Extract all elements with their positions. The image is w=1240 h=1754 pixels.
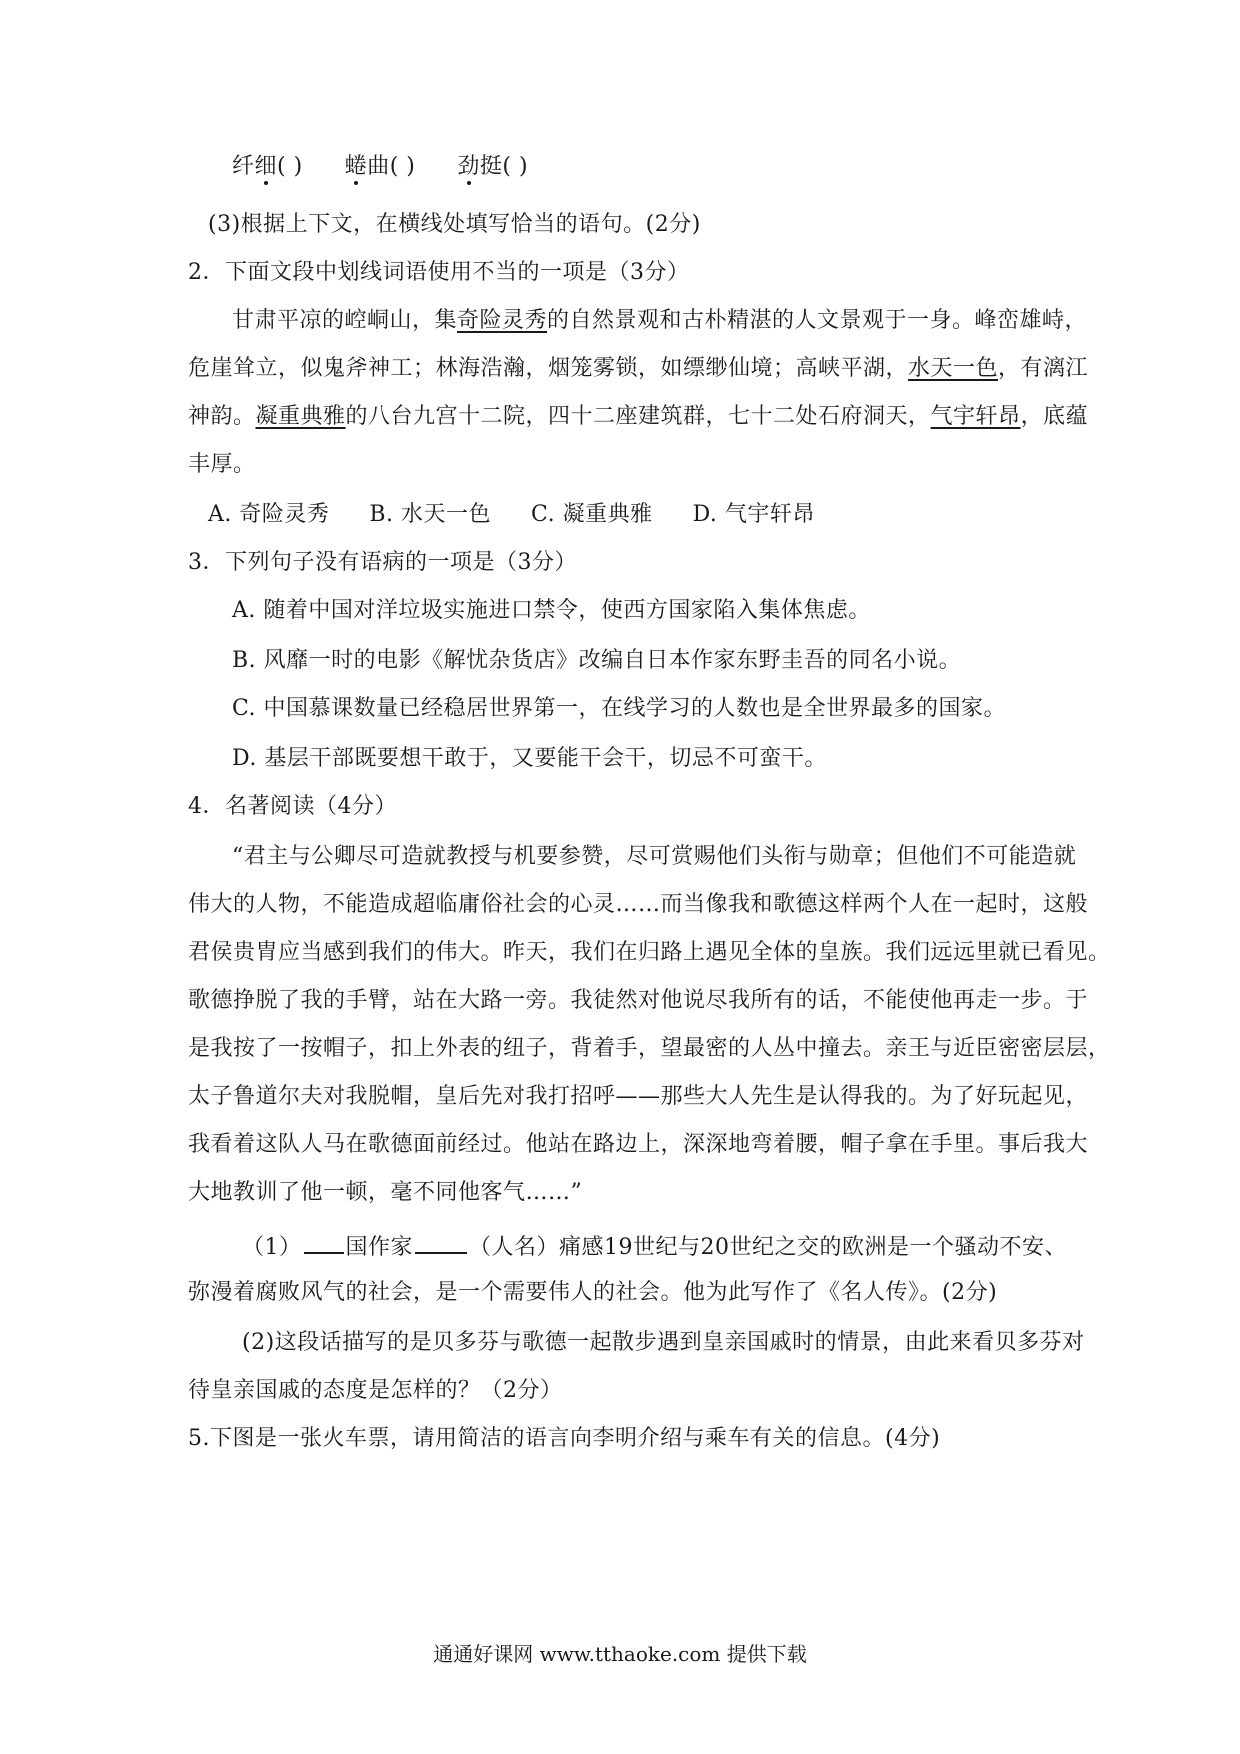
q5-title: 5.下图是一张火车票，请用简洁的语言向李明介绍与乘车有关的信息。(4分) <box>188 1426 941 1451</box>
q3-option-b: B. 风靡一时的电影《解忧杂货店》改编自日本作家东野圭吾的同名小说。 <box>232 648 962 673</box>
q2-para-line-2: 危崖耸立，似鬼斧神工；林海浩瀚，烟笼雾锁，如缥缈仙境；高峡平湖，水天一色，有漓江 <box>188 356 1089 381</box>
q3-option-a: A. 随着中国对洋垃圾实施进口禁令，使西方国家陷入集体焦虑。 <box>232 598 871 623</box>
q4-passage-line: 伟大的人物，不能造成超临庸俗社会的心灵……而当像我和歌德这样两个人在一起时，这般 <box>188 892 1089 917</box>
page-footer: 通通好课网 www.tthaoke.com 提供下载 <box>433 1642 807 1666</box>
q3-title: 3．下列句子没有语病的一项是（3分） <box>188 550 577 575</box>
q4-title: 4．名著阅读（4分） <box>188 794 397 819</box>
q4-sub2-line-2: 待皇亲国戚的态度是怎样的？（2分） <box>188 1378 563 1403</box>
q4-passage-line: 是我按了一按帽子，扣上外表的纽子，背着手，望最密的人丛中撞去。亲王与近臣密密层层， <box>188 1036 1111 1061</box>
q4-sub2-line-1: (2)这段话描写的是贝多芬与歌德一起散步遇到皇亲国戚时的情景，由此来看贝多芬对 <box>242 1330 1085 1355</box>
q2-underlined-word-3: 凝重典雅 <box>255 404 346 429</box>
q3-option-c: C. 中国慕课数量已经稳居世界第一，在线学习的人数也是全世界最多的国家。 <box>232 696 1007 721</box>
q2-para-line-4: 丰厚。 <box>188 452 256 477</box>
q2-option-d: D. 气宇轩昂 <box>692 502 815 527</box>
q4-passage-line: 大地教训了他一顿，毫不同他客气……” <box>188 1180 583 1205</box>
q1-sub3: (3)根据上下文，在横线处填写恰当的语句。(2分) <box>208 212 701 237</box>
q2-underlined-word-2: 水天一色 <box>908 356 999 381</box>
q4-passage-line: 太子鲁道尔夫对我脱帽，皇后先对我打招呼——那些大人先生是认得我的。为了好玩起见， <box>188 1084 1089 1109</box>
q4-passage-line: 君侯贵胄应当感到我们的伟大。昨天，我们在归路上遇见全体的皇族。我们远远里就已看见。 <box>188 940 1111 965</box>
q2-underlined-word-1: 奇险灵秀 <box>457 308 548 333</box>
q4-blank-author[interactable] <box>415 1230 467 1254</box>
q4-passage-line: “君主与公卿尽可造就教授与机要参赞，尽可赏赐他们头衔与勋章；但他们不可能造就 <box>232 844 1077 869</box>
q2-title: 2．下面文段中划线词语使用不当的一项是（3分） <box>188 260 690 285</box>
q2-option-a: A. 奇险灵秀 <box>208 502 330 527</box>
q2-underlined-word-4: 气宇轩昂 <box>930 404 1021 429</box>
q4-sub1-line-1: （1） 国作家 （人名）痛感19世纪与20世纪之交的欧洲是一个骚动不安、 <box>242 1230 1067 1263</box>
q1-word-1: 纤细( ) <box>232 154 303 179</box>
q2-options <box>208 500 815 530</box>
q1-word-3: 劲挺( ) <box>457 154 529 179</box>
q3-option-d: D. 基层干部既要想干敢于，又要能干会干，切忌不可蛮干。 <box>232 746 827 771</box>
q2-option-c: C. 凝重典雅 <box>531 502 653 527</box>
q4-passage-line: 我看着这队人马在歌德面前经过。他站在路边上，深深地弯着腰，帽子拿在手里。事后我大 <box>188 1132 1089 1157</box>
q4-blank-country[interactable] <box>304 1230 344 1254</box>
q2-para-line-1: 甘肃平凉的崆峒山，集奇险灵秀的自然景观和古朴精湛的人文景观于一身。峰峦雄峙， <box>232 308 1088 333</box>
q4-sub1-line-2: 弥漫着腐败风气的社会，是一个需要伟人的社会。他为此写作了《名人传》。(2分) <box>188 1280 998 1305</box>
q4-passage-line: 歌德挣脱了我的手臂，站在大路一旁。我徒然对他说尽我所有的话，不能使他再走一步。于 <box>188 988 1089 1013</box>
q2-para-line-3: 神韵。凝重典雅的八台九宫十二院，四十二座建筑群，七十二处石府洞天，气宇轩昂，底蕴 <box>188 404 1089 429</box>
q1-words-line <box>232 152 528 182</box>
q1-word-2: 蜷曲( ) <box>344 154 416 179</box>
q2-option-b: B. 水天一色 <box>369 502 492 527</box>
